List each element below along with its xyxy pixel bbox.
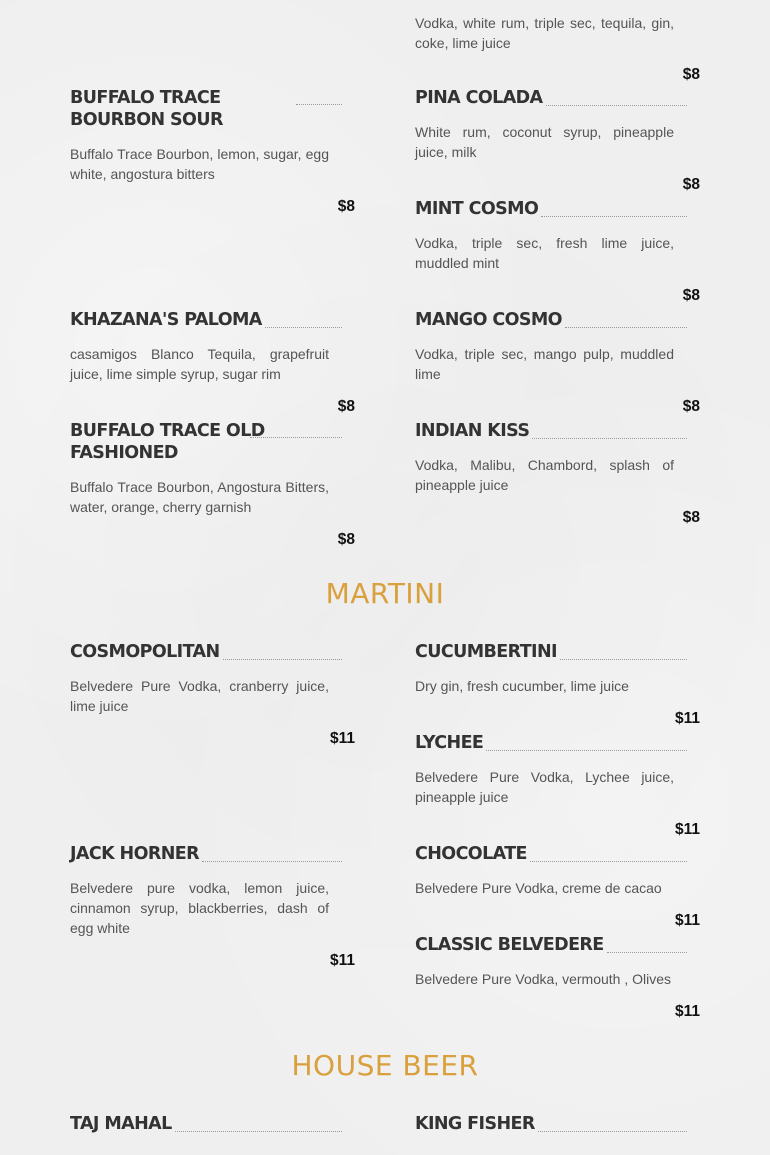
item-description: Buffalo Trace Bourbon, Angostura Bitters, water, orange, cherry garnish (70, 479, 329, 515)
item-name (415, 198, 700, 220)
dotted-leader (532, 437, 687, 439)
menu-item-cucumbertini (415, 641, 700, 727)
item-name-text: PINA COLADA (415, 88, 543, 108)
item-price: $8 (337, 198, 355, 215)
item-name (415, 1113, 700, 1135)
item-name (70, 1113, 355, 1135)
item-description: Buffalo Trace Bourbon, lemon, sugar, egg white, angostura bitters (70, 146, 329, 182)
item-price: $11 (329, 730, 355, 747)
item-description: casamigos Blanco Tequila, grapefruit juice, lime simple syrup, sugar rim (70, 346, 329, 382)
item-name (415, 87, 700, 109)
dotted-leader (538, 1130, 687, 1132)
item-name (415, 420, 700, 442)
item-price: $11 (674, 912, 700, 929)
item-name-text: COSMOPOLITAN (70, 642, 220, 662)
dotted-leader (202, 860, 342, 862)
menu-item-buffalo-trace-old-fashioned (70, 420, 355, 548)
item-name-text: TAJ MAHAL (70, 1114, 172, 1134)
item-price: $8 (682, 66, 700, 83)
dotted-leader (175, 1130, 342, 1132)
item-name-text: MINT COSMO (415, 199, 539, 219)
dotted-leader (565, 326, 687, 328)
item-name (70, 309, 355, 331)
item-name-text: BUFFALO TRACE OLD FASHIONED (70, 421, 265, 463)
item-name-text: CHOCOLATE (415, 844, 527, 864)
item-name-text: KING FISHER (415, 1114, 535, 1134)
section-title-house-beer: HOUSE BEER (291, 1049, 479, 1082)
dotted-leader (530, 860, 687, 862)
item-description: Belvedere Pure Vodka, creme de cacao (415, 880, 662, 896)
item-price: $11 (329, 952, 355, 969)
item-name (415, 843, 700, 865)
item-name (70, 87, 355, 131)
item-name (70, 420, 355, 464)
item-name (70, 843, 355, 865)
menu-item-cosmopolitan (70, 641, 355, 747)
item-name-text: KHAZANA'S PALOMA (70, 310, 262, 330)
menu-item-classic-belvedere (415, 934, 700, 1020)
item-description: Belvedere Pure Vodka, vermouth , Olives (415, 971, 672, 987)
dotted-leader (607, 951, 687, 953)
dotted-leader (486, 749, 687, 751)
item-name-text: CUCUMBERTINI (415, 642, 557, 662)
item-name (415, 309, 700, 331)
dotted-leader (296, 103, 342, 105)
item-name (415, 641, 700, 663)
item-name-text: CLASSIC BELVEDERE (415, 935, 604, 955)
menu-item-jack-horner (70, 843, 355, 969)
item-name-text: INDIAN KISS (415, 421, 530, 441)
menu-item-mint-cosmo (415, 198, 700, 304)
item-description: Belvedere pure vodka, lemon juice, cinnamon syrup, blackberries, dash of egg white (70, 880, 329, 936)
dotted-leader (250, 436, 342, 438)
menu-item-mango-cosmo (415, 309, 700, 415)
item-name-text: BUFFALO TRACE BOURBON SOUR (70, 88, 223, 130)
item-price: $8 (682, 398, 700, 415)
item-description: Belvedere Pure Vodka, Lychee juice, pineapple juice (415, 769, 674, 805)
item-name-text: LYCHEE (415, 733, 484, 753)
item-name-text: JACK HORNER (70, 844, 200, 864)
menu-item-khazanas-paloma (70, 309, 355, 415)
item-price: $11 (674, 1003, 700, 1020)
menu-item-pina-colada (415, 87, 700, 193)
menu-item-buffalo-trace-bourbon-sour (70, 87, 355, 215)
dotted-leader (560, 658, 687, 660)
item-description: Vodka, Malibu, Chambord, splash of pineapple juice (415, 457, 674, 493)
menu-item-king-fisher (415, 1113, 700, 1135)
item-name (415, 934, 700, 956)
item-description: Belvedere Pure Vodka, cranberry juice, lime juice (70, 678, 329, 714)
item-price: $11 (674, 821, 700, 838)
menu-item-taj-mahal (70, 1113, 355, 1135)
item-name (415, 732, 700, 754)
menu-item-indian-kiss (415, 420, 700, 526)
item-description: White rum, coconut syrup, pineapple juice, milk (415, 124, 674, 160)
item-price: $8 (682, 176, 700, 193)
item-price: $8 (337, 531, 355, 548)
item-description: Vodka, triple sec, mango pulp, muddled lime (415, 346, 674, 382)
item-name (70, 641, 355, 663)
item-price: $8 (682, 509, 700, 526)
item-price: $11 (674, 710, 700, 727)
item-description: Vodka, triple sec, fresh lime juice, muddled mint (415, 235, 674, 271)
dotted-leader (265, 326, 342, 328)
menu-item-fragment (415, 13, 700, 83)
dotted-leader (546, 104, 687, 106)
item-description: Vodka, white rum, triple sec, tequila, gin, coke, lime juice (415, 15, 674, 51)
item-name-text: MANGO COSMO (415, 310, 562, 330)
menu-item-chocolate (415, 843, 700, 929)
item-price: $8 (337, 398, 355, 415)
item-price: $8 (682, 287, 700, 304)
menu-item-lychee (415, 732, 700, 838)
item-description: Dry gin, fresh cucumber, lime juice (415, 678, 629, 694)
section-title-martini: MARTINI (325, 577, 445, 610)
dotted-leader (541, 215, 687, 217)
dotted-leader (223, 658, 342, 660)
